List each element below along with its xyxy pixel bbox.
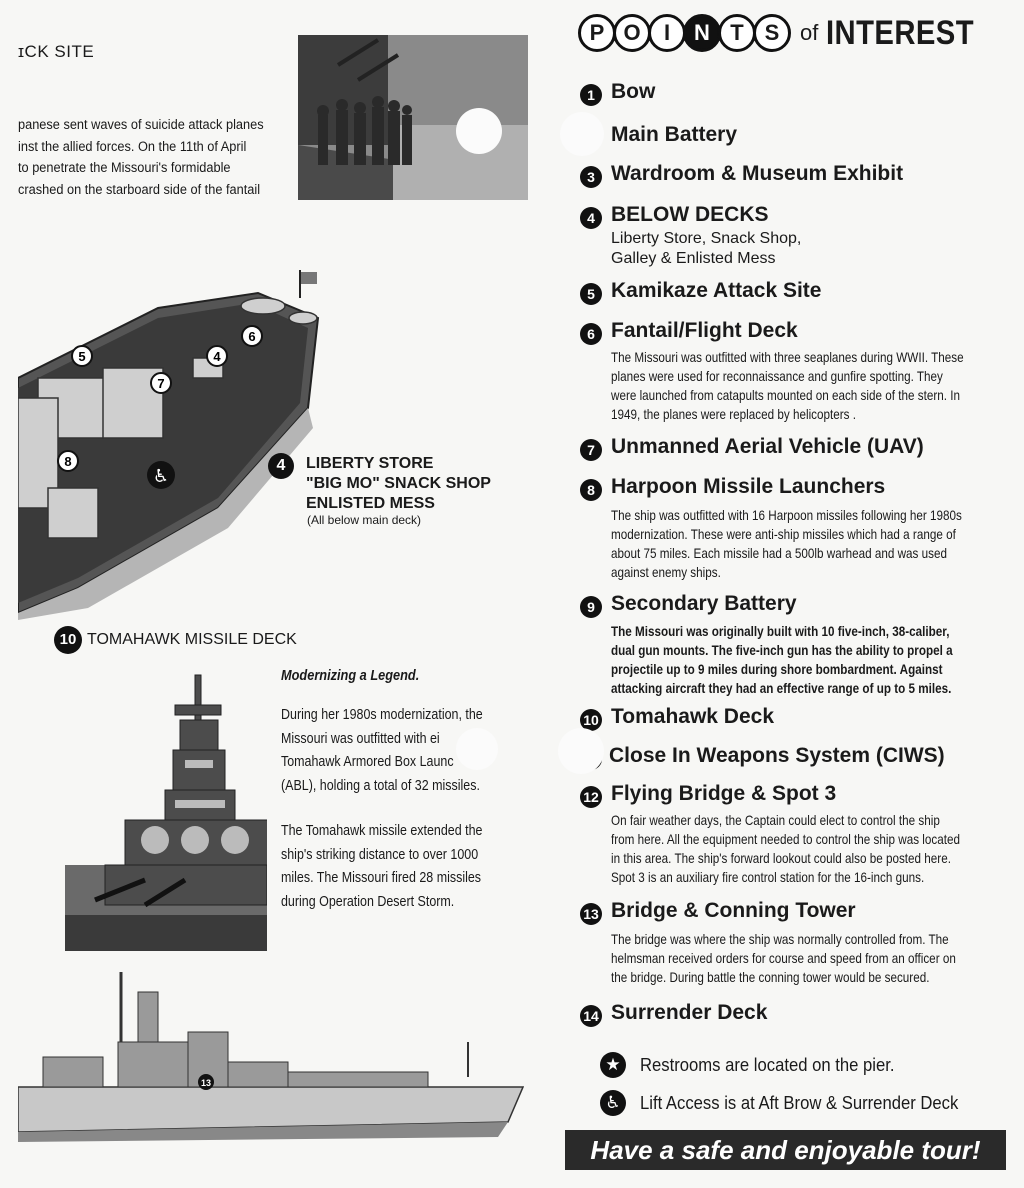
poi-desc-line: The Missouri was originally built with 10 five-inch, 38-caliber, (611, 624, 950, 639)
header-letter: S (753, 14, 791, 52)
punch-hole (558, 728, 604, 774)
wheelchair-icon (147, 461, 175, 489)
kamikaze-paragraph (18, 115, 264, 201)
poi-number: 3 (580, 166, 602, 188)
poi-subline: Galley & Enlisted Mess (611, 250, 776, 267)
poi-desc-line: the bridge. During battle the conning tower would be secured. (611, 970, 930, 985)
callout-subtitle: (All below main deck) (307, 513, 422, 527)
deck-label: 8 (64, 454, 72, 469)
poi-desc-line: in this area. The ship's forward lookout could also be posted here. (611, 851, 951, 866)
punch-hole (456, 728, 498, 770)
poi-desc-line: attacking aircraft they had an effective range of up to 5 miles. (611, 681, 952, 696)
poi-number: 13 (580, 903, 602, 925)
deck-label: 6 (248, 329, 256, 344)
poi-subline: Liberty Store, Snack Shop, (611, 230, 802, 247)
poi-name: BELOW DECKS (611, 203, 769, 226)
poi-number: 5 (580, 283, 602, 305)
deck-label: 5 (78, 349, 86, 364)
kamikaze-line: to penetrate the Missouri's formidable (18, 160, 231, 176)
poi-number: 12 (580, 786, 602, 808)
kamikaze-line: inst the allied forces. On the 11th of April (18, 138, 247, 155)
tomahawk-heading (54, 626, 297, 654)
callout-number: 4 (268, 453, 294, 479)
modernizing-line: Missouri was outfitted with ei (281, 730, 440, 747)
poi-desc-line: Spot 3 is an auxiliary fire control station for the 16-inch guns. (611, 870, 925, 885)
kamikaze-line: crashed on the starboard side of the fantail (18, 181, 261, 198)
poi-desc-line: against enemy ships. (611, 565, 721, 580)
deck-label: 4 (213, 349, 221, 364)
poi-desc-line: dual gun mounts. The five-inch gun has the ability to propel a (611, 643, 953, 658)
poi-number: 1 (580, 84, 602, 106)
poi-desc-line: The Missouri was outfitted with three seaplanes during WWII. These (611, 350, 964, 365)
modernizing-text (281, 704, 483, 936)
poi-desc-line: projectile up to 9 miles during shore bombardment. Against (611, 662, 943, 677)
tomahawk-title: TOMAHAWK MISSILE DECK (87, 631, 297, 649)
legend-lift-access (600, 1090, 994, 1116)
tower-photo (65, 665, 267, 951)
modernizing-line: The Tomahawk missile extended the (281, 823, 483, 839)
deck-label: 7 (157, 376, 165, 391)
poi-desc-line: modernization. These were anti-ship missiles which had a range of (611, 527, 956, 542)
punch-hole (456, 108, 502, 154)
tomahawk-number: 10 (54, 626, 82, 654)
poi-name: Bridge & Conning Tower (611, 899, 856, 922)
poi-desc-line: The bridge was where the ship was normally controlled from. The (611, 932, 949, 947)
poi-number: 10 (580, 709, 602, 731)
callout-number-badge (268, 453, 294, 479)
legend-text: Restrooms are located on the pier. (640, 1054, 895, 1075)
poi-number: 4 (580, 207, 602, 229)
poi-desc-line: The ship was outfitted with 16 Harpoon missiles following her 1980s (611, 508, 962, 523)
legend-restrooms (600, 1052, 923, 1078)
modernizing-line: (ABL), holding a total of 32 missiles. (281, 777, 480, 794)
poi-name: Close In Weapons System (CIWS) (609, 744, 945, 767)
modernizing-line: ship's striking distance to over 1000 (281, 846, 479, 863)
header-letter: O (613, 14, 651, 52)
modernizing-line: miles. The Missouri fired 28 missiles (281, 870, 482, 886)
ship-profile-illustration (18, 972, 524, 1158)
callout-line: LIBERTY STORE (306, 455, 434, 472)
poi-name: Main Battery (611, 123, 738, 146)
poi-desc-line: planes were used for reconnaissance and gunfire spotting. They (611, 369, 943, 384)
callout-line: ENLISTED MESS (306, 495, 435, 512)
below-decks-callout (306, 454, 491, 514)
poi-name: Fantail/Flight Deck (611, 319, 798, 342)
svg-text:♿: ♿ (152, 466, 170, 487)
poi-name: Flying Bridge & Spot 3 (611, 782, 837, 805)
poi-number: 9 (580, 596, 602, 618)
header-interest: INTEREST (826, 13, 975, 52)
modernizing-title: Modernizing a Legend. (281, 668, 420, 684)
kamikaze-section-title: ɪCK SITE (18, 42, 95, 61)
poi-name: Harpoon Missile Launchers (611, 475, 886, 498)
poi-desc-line: On fair weather days, the Captain could elect to control the ship (611, 813, 940, 828)
poi-number: 14 (580, 1005, 602, 1027)
poi-desc-line: were launched from catapults mounted on each side of the stern. In (611, 388, 960, 403)
poi-name: Wardroom & Museum Exhibit (611, 162, 904, 185)
modernizing-line: Tomahawk Armored Box Launc (281, 754, 454, 770)
poi-desc-line: about 75 miles. Each missile had a 500lb warhead and was used (611, 546, 947, 561)
poi-name: Surrender Deck (611, 1001, 768, 1024)
kamikaze-line: panese sent waves of suicide attack planes (18, 117, 264, 133)
header-of: of (800, 20, 819, 45)
poi-name: Bow (611, 80, 656, 103)
poi-name: Unmanned Aerial Vehicle (UAV) (611, 435, 924, 458)
header-letter: P (578, 14, 616, 52)
points-of-interest-header (578, 12, 998, 54)
poi-number: 8 (580, 479, 602, 501)
footer-banner: Have a safe and enjoyable tour! (565, 1130, 1006, 1170)
wheelchair-icon: ♿ (600, 1090, 626, 1116)
poi-name: Kamikaze Attack Site (611, 279, 822, 302)
punch-hole (560, 112, 604, 156)
legend-text: Lift Access is at Aft Brow & Surrender Deck (640, 1092, 959, 1113)
star-icon: ★ (600, 1052, 626, 1078)
header-letter: T (718, 14, 756, 52)
poi-number: 6 (580, 323, 602, 345)
modernizing-line: during Operation Desert Storm. (281, 893, 455, 910)
header-letter: I (648, 14, 686, 52)
profile-label: 13 (200, 1078, 212, 1088)
poi-desc-line: from here. All the equipment needed to control the ship was located (611, 832, 960, 847)
callout-line: "BIG MO" SNACK SHOP (306, 475, 491, 492)
ship-deck-diagram (18, 268, 328, 620)
poi-name: Tomahawk Deck (611, 705, 775, 728)
poi-number: 7 (580, 439, 602, 461)
poi-name: Secondary Battery (611, 592, 797, 615)
modernizing-line: During her 1980s modernization, the (281, 707, 483, 723)
header-letter: N (683, 14, 721, 52)
poi-desc-line: helmsman received orders for course and speed from an officer on (611, 951, 956, 966)
poi-desc-line: 1949, the planes were replaced by helicopters . (611, 407, 857, 422)
